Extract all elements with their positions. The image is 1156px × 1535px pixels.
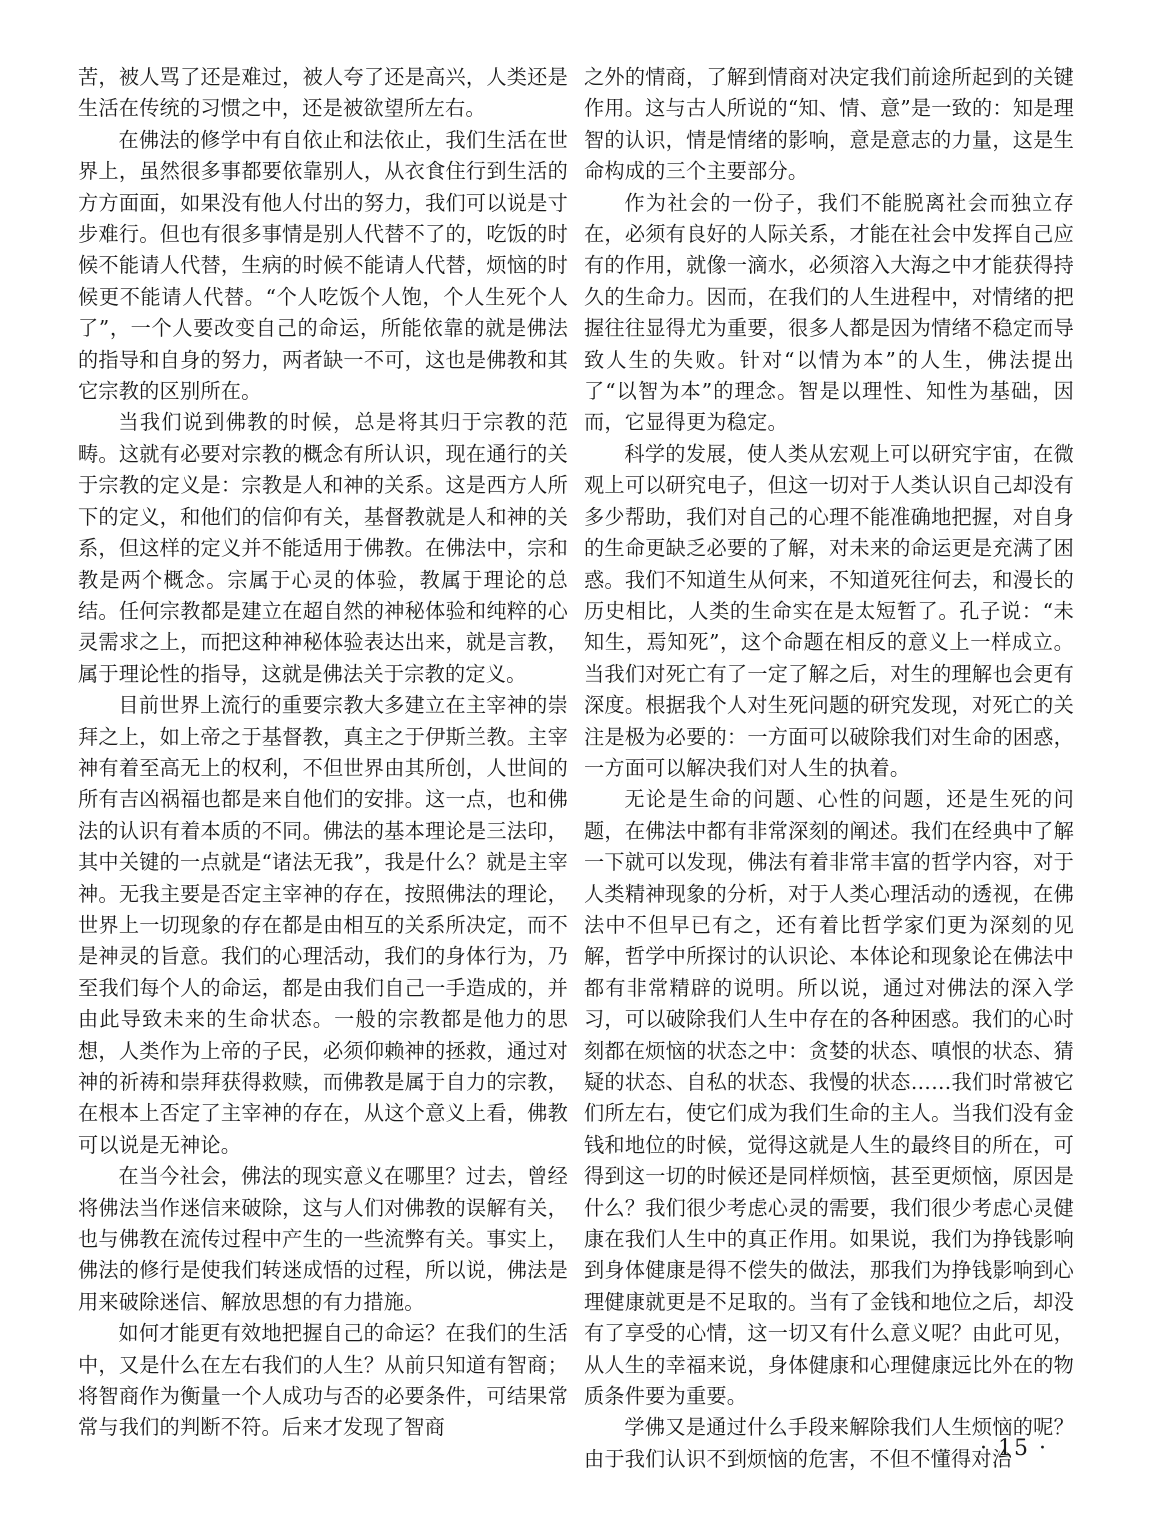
paragraph: 在佛法的修学中有自依止和法依止，我们生活在世界上，虽然很多事都要依靠别人，从衣食住行到生活的方方面面，如果没有他人付出的努力，我们可以说是寸步难行。但也有很多事情是别人代替不了的，吃饭的时候不能请人代替，生病的时候不能请人代替，烦恼的时候更不能请人代替。“个人吃饭个人饱，个人生死个人了”，一个人要改变自己的命运，所能依靠的就是佛法的指导和自身的努力，两者缺一不可，这也是佛教和其它宗教的区别所在。 <box>78 127 568 404</box>
paragraph: 在当今社会，佛法的现实意义在哪里？过去，曾经将佛法当作迷信来破除，这与人们对佛教的误解有关，也与佛教在流传过程中产生的一些流弊有关。事实上，佛法的修行是使我们转迷成悟的过程，所以说，佛法是用来破除迷信、解放思想的有力措施。 <box>78 1164 568 1314</box>
paragraph: 科学的发展，使人类从宏观上可以研究宇宙，在微观上可以研究电子，但这一切对于人类认识自己却没有多少帮助，我们对自己的心理不能准确地把握，对自身的生命更缺乏必要的了解，对未来的命运更是充满了困惑。我们不知道生从何来，不知道死往何去，和漫长的历史相比，人类的生命实在是太短暂了。孔子说：“未知生，焉知死”，这个命题在相反的意义上一样成立。当我们对死亡有了一定了解之后，对生的理解也会更有深度。根据我个人对生死问题的研究发现，对死亡的关注是极为必要的：一方面可以破除我们对生命的困惑，一方面可以解决我们对人生的执着。 <box>584 441 1074 780</box>
paragraph: 之外的情商，了解到情商对决定我们前途所起到的关键作用。这与古人所说的“知、情、意”是一致的：知是理智的认识，情是情绪的影响，意是意志的力量，这是生命构成的三个主要部分。 <box>584 65 1074 184</box>
paragraph: 如何才能更有效地把握自己的命运？在我们的生活中，又是什么在左右我们的人生？从前只知道有智商；将智商作为衡量一个人成功与否的必要条件，可结果常常与我们的判断不符。后来才发现了智商 <box>78 1321 568 1440</box>
paragraph: 无论是生命的问题、心性的问题，还是生死的问题，在佛法中都有非常深刻的阐述。我们在经典中了解一下就可以发现，佛法有着非常丰富的哲学内容，对于人类精神现象的分析，对于人类心理活动的透视，在佛法中不但早已有之，还有着比哲学家们更为深刻的见解，哲学中所探讨的认识论、本体论和现象论在佛法中都有非常精辟的说明。所以说，通过对佛法的深入学习，可以破除我们人生中存在的各种困惑。我们的心时刻都在烦恼的状态之中：贪婪的状态、嗔恨的状态、猜疑的状态、自私的状态、我慢的状态……我们时常被它们所左右，使它们成为我们生命的主人。当我们没有金钱和地位的时候，觉得这就是人生的最终目的所在，可得到这一切的时候还是同样烦恼，甚至更烦恼，原因是什么？我们很少考虑心灵的需要，我们很少考虑心灵健康在我们人生中的真正作用。如果说，我们为挣钱影响到身体健康是得不偿失的做法，那我们为挣钱影响到心理健康就更是不足取的。当有了金钱和地位之后，却没有了享受的心情，这一切又有什么意义呢？由此可见，从人生的幸福来说，身体健康和心理健康远比外在的物质条件要为重要。 <box>584 787 1074 1409</box>
paragraph: 学佛又是通过什么手段来解除我们人生烦恼的呢？由于我们认识不到烦恼的危害，不但不懂得对治 <box>584 1415 1074 1471</box>
paragraph: 作为社会的一份子，我们不能脱离社会而独立存在，必须有良好的人际关系，才能在社会中发挥自己应有的作用，就像一滴水，必须溶入大海之中才能获得持久的生命力。因而，在我们的人生进程中，对情绪的把握往往显得尤为重要，很多人都是因为情绪不稳定而导致人生的失败。针对“以情为本”的人生，佛法提出了“以智为本”的理念。智是以理性、知性为基础，因而，它显得更为稳定。 <box>584 190 1074 435</box>
paragraph: 目前世界上流行的重要宗教大多建立在主宰神的崇拜之上，如上帝之于基督教，真主之于伊斯兰教。主宰神有着至高无上的权利，不但世界由其所创，人世间的所有吉凶祸福也都是来自他们的安排。这一点，也和佛法的认识有着本质的不同。佛法的基本理论是三法印，其中关键的一点就是“诸法无我”，我是什么？就是主宰神。无我主要是否定主宰神的存在，按照佛法的理论，世界上一切现象的存在都是由相互的关系所决定，而不是神灵的旨意。我们的心理活动，我们的身体行为，乃至我们每个人的命运，都是由我们自己一手造成的，并由此导致未来的生命状态。一般的宗教都是他力的思想，人类作为上帝的子民，必须仰赖神的拯救，通过对神的祈祷和崇拜获得救赎，而佛教是属于自力的宗教，在根本上否定了主宰神的存在，从这个意义上看，佛教可以说是无神论。 <box>78 693 568 1157</box>
paragraph: 当我们说到佛教的时候，总是将其归于宗教的范畴。这就有必要对宗教的概念有所认识，现在通行的关于宗教的定义是：宗教是人和神的关系。这是西方人所下的定义，和他们的信仰有关，基督教就是人和神的关系，但这样的定义并不能适用于佛教。在佛法中，宗和教是两个概念。宗属于心灵的体验，教属于理论的总结。任何宗教都是建立在超自然的神秘体验和纯粹的心灵需求之上，而把这种神秘体验表达出来，就是言教，属于理论性的指导，这就是佛法关于宗教的定义。 <box>78 410 568 686</box>
left-column <box>78 62 568 1444</box>
page-number: · 15 · <box>980 1436 1048 1461</box>
right-column <box>584 62 1074 1475</box>
paragraph: 苦，被人骂了还是难过，被人夸了还是高兴，人类还是生活在传统的习惯之中，还是被欲望所左右。 <box>78 65 568 121</box>
